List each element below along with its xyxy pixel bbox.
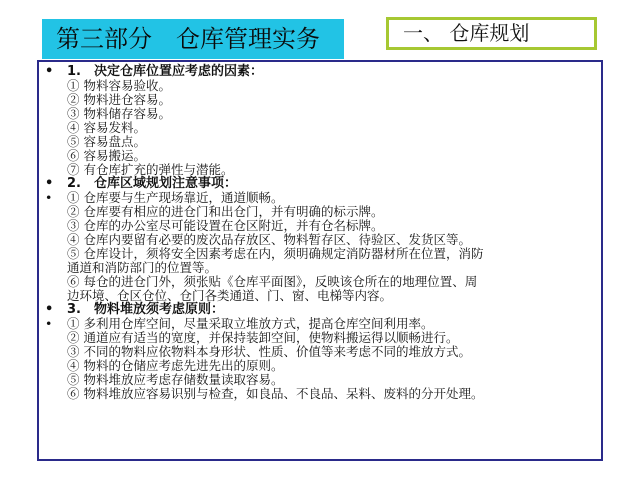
list-item: ⑤ 容易盘点。 [67, 134, 146, 149]
list-item [45, 191, 593, 205]
section-title: 一、 仓库规划 [386, 17, 597, 50]
list-item: ⑦ 有仓库扩充的弹性与潜能。 [67, 162, 234, 177]
list-item: ⑥ 每仓的进仓门外，须张贴《仓库平面图》，反映该仓所在的地理位置、周 [67, 274, 478, 289]
item-text: ① 仓库要与生产现场靠近，通道顺畅。 [67, 190, 284, 205]
list-item: ① 物料容易验收。 [67, 78, 171, 93]
heading-text: 2. 仓库区域规划注意事项： [67, 176, 237, 191]
section-1 [45, 65, 593, 177]
list-item: ② 通道应有适当的宽度，并保持装卸空间，使物料搬运得以顺畅进行。 [67, 330, 459, 345]
heading-text: 3. 物料堆放须考虑原则： [67, 302, 224, 317]
list-item: ② 仓库要有相应的进仓门和出仓门，并有明确的标示牌。 [67, 204, 384, 219]
list-item: ④ 容易发料。 [67, 120, 146, 135]
item-text: ① 多利用仓库空间，尽量采取立堆放方式，提高仓库空间利用率。 [67, 316, 434, 331]
slide-title: 第三部分 仓库管理实务 [42, 19, 344, 59]
bullet: • [45, 176, 54, 191]
list-item-continuation: 边环境、仓区仓位、仓门各类通道、门、窗、电梯等内容。 [67, 288, 393, 303]
content-box [37, 60, 603, 461]
bullet: • [45, 302, 54, 317]
list-item [45, 317, 593, 331]
section-2-heading [45, 177, 593, 191]
list-item-continuation: 通道和消防部门的位置等。 [67, 260, 218, 275]
list-item: ⑤ 物料堆放应考虑存储数量读取容易。 [67, 372, 284, 387]
section-1-heading [45, 65, 593, 79]
section-2 [45, 177, 593, 303]
list-item: ③ 仓库的办公室尽可能设置在仓区附近，并有仓名标牌。 [67, 218, 384, 233]
list-item: ③ 物料储存容易。 [67, 106, 171, 121]
list-item: ④ 物料的仓储应考虑先进先出的原则。 [67, 358, 284, 373]
section-3 [45, 303, 593, 401]
bullet: • [45, 316, 53, 331]
list-item: ⑤ 仓库设计，须将安全因素考虑在内，须明确规定消防器材所在位置，消防 [67, 246, 484, 261]
list-item: ⑥ 物料堆放应容易识别与检查，如良品、不良品、呆料、废料的分开处理。 [67, 386, 484, 401]
list-item: ⑥ 容易搬运。 [67, 148, 146, 163]
heading-text: 1. 决定仓库位置应考虑的因素： [67, 64, 263, 79]
bullet: • [45, 64, 54, 79]
list-item: ④ 仓库内要留有必要的废次品存放区、物料暂存区、待验区、发货区等。 [67, 232, 471, 247]
bullet: • [45, 190, 53, 205]
section-3-heading [45, 303, 593, 317]
list-item: ③ 不同的物料应依物料本身形状、性质、价值等来考虑不同的堆放方式。 [67, 344, 471, 359]
list-item: ② 物料进仓容易。 [67, 92, 171, 107]
